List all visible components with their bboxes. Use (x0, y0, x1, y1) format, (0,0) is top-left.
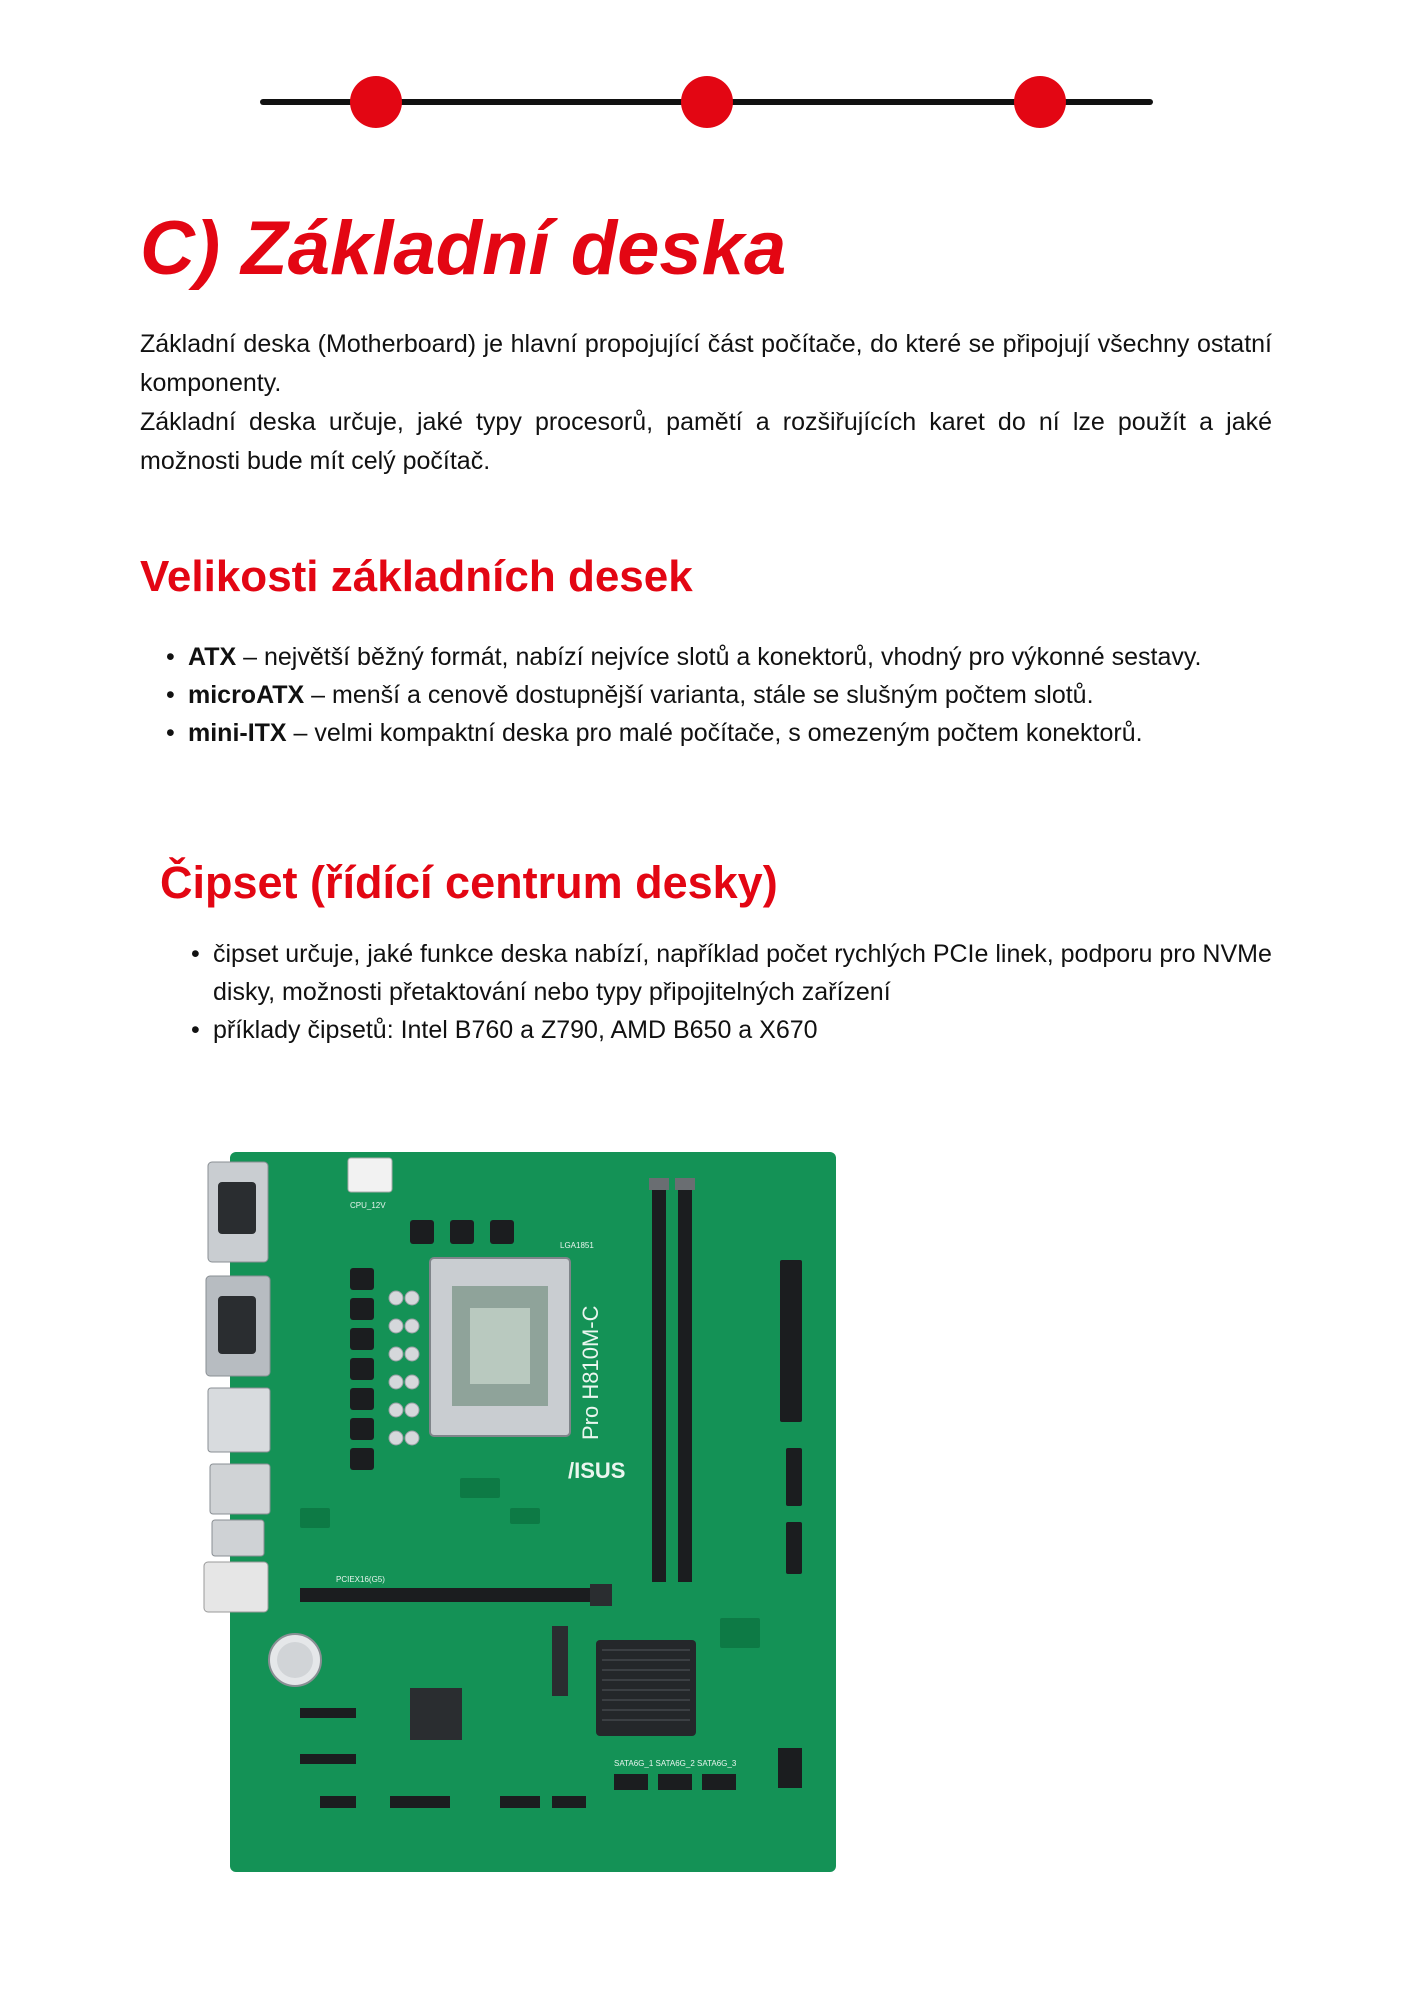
list-text: – velmi kompaktní deska pro malé počítače, s omezeným počtem konektorů. (286, 719, 1143, 747)
sata-label: SATA6G_1 SATA6G_2 SATA6G_3 (614, 1759, 737, 1768)
pcie-slot (300, 1588, 590, 1602)
page-title: C) Základní deska (140, 206, 787, 291)
sata-port (614, 1774, 648, 1790)
sata-port (658, 1774, 692, 1790)
pcie-label: PCIEX16(G5) (336, 1575, 385, 1584)
lan-port (208, 1388, 270, 1452)
list-text: – menší a cenově dostupnější varianta, stále se slušným počtem slotů. (304, 681, 1094, 709)
usb-port (212, 1520, 264, 1556)
pcie-x1-slot (300, 1708, 356, 1718)
intro-paragraph: Základní deska určuje, jaké typy procesorů, pamětí a rozšiřujících karet do ní lze použít a jaké možnosti bude mít celý počítač. (140, 408, 1272, 475)
decorative-dot (681, 76, 733, 128)
list-item (150, 676, 1230, 714)
io-chip (410, 1688, 462, 1740)
list-term: mini-ITX (188, 719, 287, 747)
sizes-list (150, 638, 1230, 752)
brand-logo: /ISUS (568, 1458, 626, 1483)
intro-paragraph: Základní deska (Motherboard) je hlavní propojující část počítače, do které se připojují všechny ostatní komponenty. (140, 330, 1272, 397)
model-label: Pro H810M-C (578, 1305, 603, 1440)
m2-slot (552, 1626, 568, 1696)
list-item: • čipset určuje, jaké funkce deska nabízí, například počet rychlých PCIe linek, podporu pro NVMe disky, možnosti přetaktování nebo typy připojitelných zařízení (175, 935, 1285, 1011)
socket-label: LGA1851 (560, 1241, 594, 1250)
list-text: – největší běžný formát, nabízí nejvíce slotů a konektorů, vhodný pro výkonné sestavy. (236, 643, 1202, 671)
section-heading-sizes: Velikosti základních desek (140, 552, 693, 601)
decorative-dot (1014, 76, 1066, 128)
sata-port (702, 1774, 736, 1790)
intro-text (140, 325, 1272, 481)
motherboard-image (200, 1148, 840, 1878)
list-item (150, 638, 1230, 676)
list-term: microATX (188, 681, 305, 709)
cpu-power-label: CPU_12V (350, 1201, 386, 1210)
list-term: ATX (188, 643, 237, 671)
section-heading-chipset: Čipset (řídící centrum desky) (160, 857, 778, 908)
chipset-list (175, 935, 1285, 1049)
atx-power-connector (780, 1260, 802, 1422)
pcie-x1-slot (300, 1754, 356, 1764)
ram-slot (652, 1178, 666, 1582)
usb-port (210, 1464, 270, 1514)
list-item: • příklady čipsetů: Intel B760 a Z790, AMD B650 a X670 (175, 1011, 1285, 1049)
list-item (150, 714, 1230, 752)
decorative-dot (350, 76, 402, 128)
audio-jack (204, 1562, 268, 1612)
cpu-power-connector (348, 1158, 392, 1192)
ram-slot (678, 1178, 692, 1582)
chipset-heatsink (596, 1640, 696, 1736)
